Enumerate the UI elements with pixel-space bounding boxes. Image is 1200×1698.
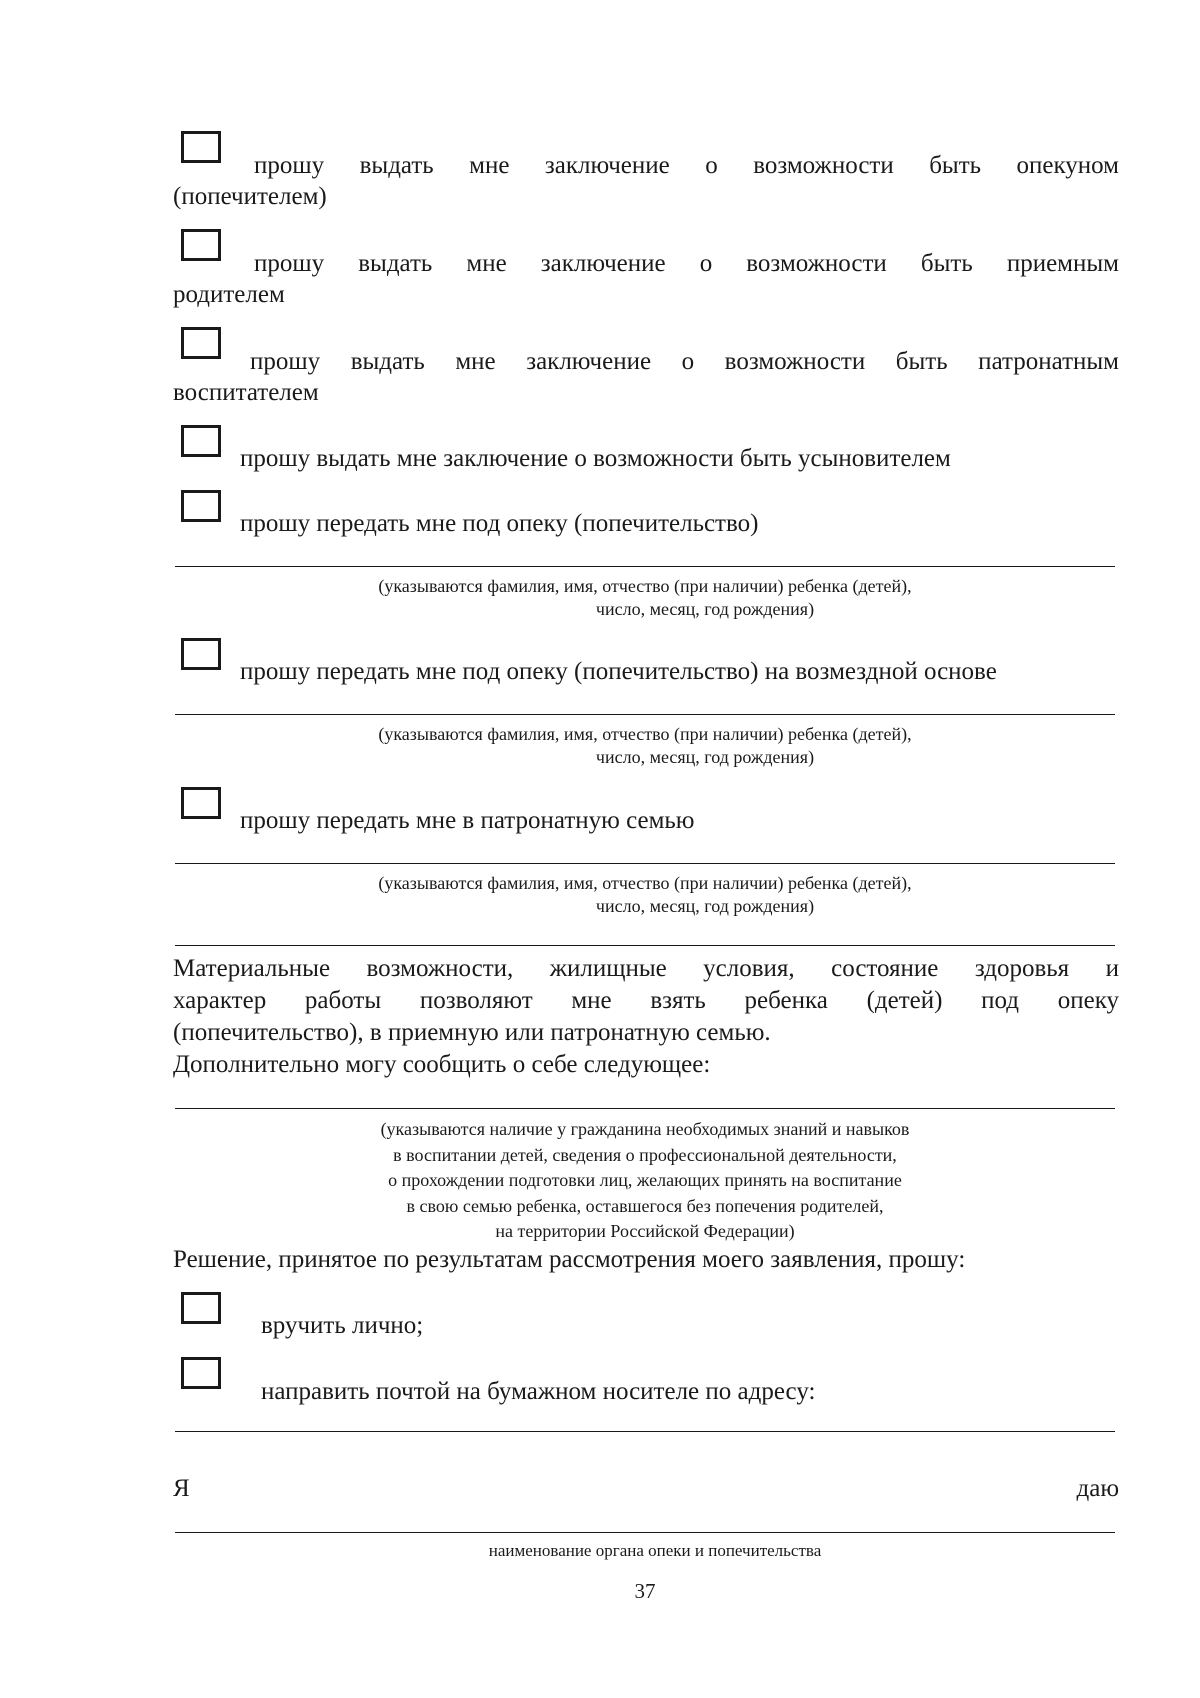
paragraph-line: Материальные возможности, жилищные условия, состояние здоровья и bbox=[173, 955, 1119, 982]
child-name-line bbox=[175, 566, 1115, 567]
caption-line: (указываются фамилия, имя, отчество (при наличии) ребенка (детей), bbox=[378, 873, 912, 893]
child-caption bbox=[175, 723, 1115, 769]
child-name-line bbox=[175, 863, 1115, 864]
option-text-line1: прошу выдать мне заключение о возможности быть патронатным bbox=[250, 348, 1119, 375]
checkbox-send-by-post[interactable] bbox=[181, 1357, 221, 1389]
option-text-line2: (попечителем) bbox=[173, 183, 327, 210]
page-number: 37 bbox=[634, 1579, 656, 1603]
child-caption bbox=[175, 872, 1115, 918]
option-guardianship-transfer: прошу передать мне под опеку (попечительство) bbox=[240, 510, 759, 537]
option-patronage-family-transfer: прошу передать мне в патронатную семью bbox=[240, 807, 695, 834]
caption-line: число, месяц, год рождения) bbox=[595, 747, 815, 767]
checkbox-deliver-in-person[interactable] bbox=[181, 1292, 221, 1324]
additional-info-line bbox=[175, 1108, 1115, 1109]
option-paid-guardianship-transfer: прошу передать мне под опеку (попечительство) на возмездной основе bbox=[240, 658, 997, 685]
caption-line: число, месяц, год рождения) bbox=[595, 599, 815, 619]
address-line bbox=[175, 1431, 1115, 1432]
option-text-line2: воспитателем bbox=[173, 379, 319, 406]
option-patronage-educator-conclusion bbox=[173, 346, 1119, 408]
child-caption bbox=[175, 575, 1115, 621]
caption-line: на территории Российской Федерации) bbox=[495, 1221, 795, 1241]
option-adopter-conclusion: прошу выдать мне заключение о возможности быть усыновителем bbox=[240, 445, 951, 472]
caption-line: в свою семью ребенка, оставшегося без попечения родителей, bbox=[406, 1195, 884, 1216]
checkbox-patronage-family-transfer[interactable] bbox=[181, 787, 221, 819]
caption-line: в воспитании детей, сведения о профессиональной деятельности, bbox=[393, 1144, 897, 1165]
child-name-line bbox=[175, 714, 1115, 715]
caption-line: число, месяц, год рождения) bbox=[595, 896, 815, 916]
caption-line: о прохождении подготовки лиц, желающих принять на воспитание bbox=[388, 1170, 902, 1190]
option-send-by-post: направить почтой на бумажном носителе по адресу: bbox=[261, 1378, 816, 1405]
caption-line: (указываются фамилия, имя, отчество (при наличии) ребенка (детей), bbox=[378, 576, 912, 596]
option-deliver-in-person: вручить лично; bbox=[261, 1312, 424, 1339]
paragraph-line: (попечительство), в приемную или патронатную семью. bbox=[173, 1019, 771, 1046]
organ-name-line bbox=[175, 1532, 1115, 1533]
checkbox-adopter-conclusion[interactable] bbox=[181, 425, 221, 457]
checkbox-paid-guardianship-transfer[interactable] bbox=[181, 638, 221, 670]
caption-line: (указываются наличие у гражданина необходимых знаний и навыков bbox=[380, 1119, 910, 1139]
paragraph-line: Дополнительно могу сообщить о себе следующее: bbox=[173, 1051, 711, 1078]
option-foster-parent-conclusion bbox=[173, 248, 1119, 310]
option-guardian-conclusion bbox=[173, 150, 1119, 212]
material-conditions-paragraph bbox=[173, 953, 1119, 1081]
option-text-line1: прошу выдать мне заключение о возможности быть опекуном bbox=[254, 152, 1119, 179]
option-text-line2: родителем bbox=[173, 281, 285, 308]
option-text-line1: прошу выдать мне заключение о возможности быть приемным bbox=[254, 250, 1119, 277]
decision-heading: Решение, принятое по результатам рассмотрения моего заявления, прошу: bbox=[173, 1246, 966, 1273]
paragraph-line: характер работы позволяют мне взять ребенка (детей) под опеку bbox=[173, 987, 1119, 1014]
additional-info-caption bbox=[175, 1117, 1115, 1245]
consent-start: Я bbox=[173, 1475, 190, 1502]
blank-line bbox=[175, 945, 1115, 946]
organ-caption: наименование органа опеки и попечительства bbox=[488, 1541, 822, 1560]
checkbox-guardianship-transfer[interactable] bbox=[181, 490, 221, 522]
caption-line: (указываются фамилия, имя, отчество (при наличии) ребенка (детей), bbox=[378, 724, 912, 744]
consent-end: даю bbox=[1076, 1475, 1119, 1502]
